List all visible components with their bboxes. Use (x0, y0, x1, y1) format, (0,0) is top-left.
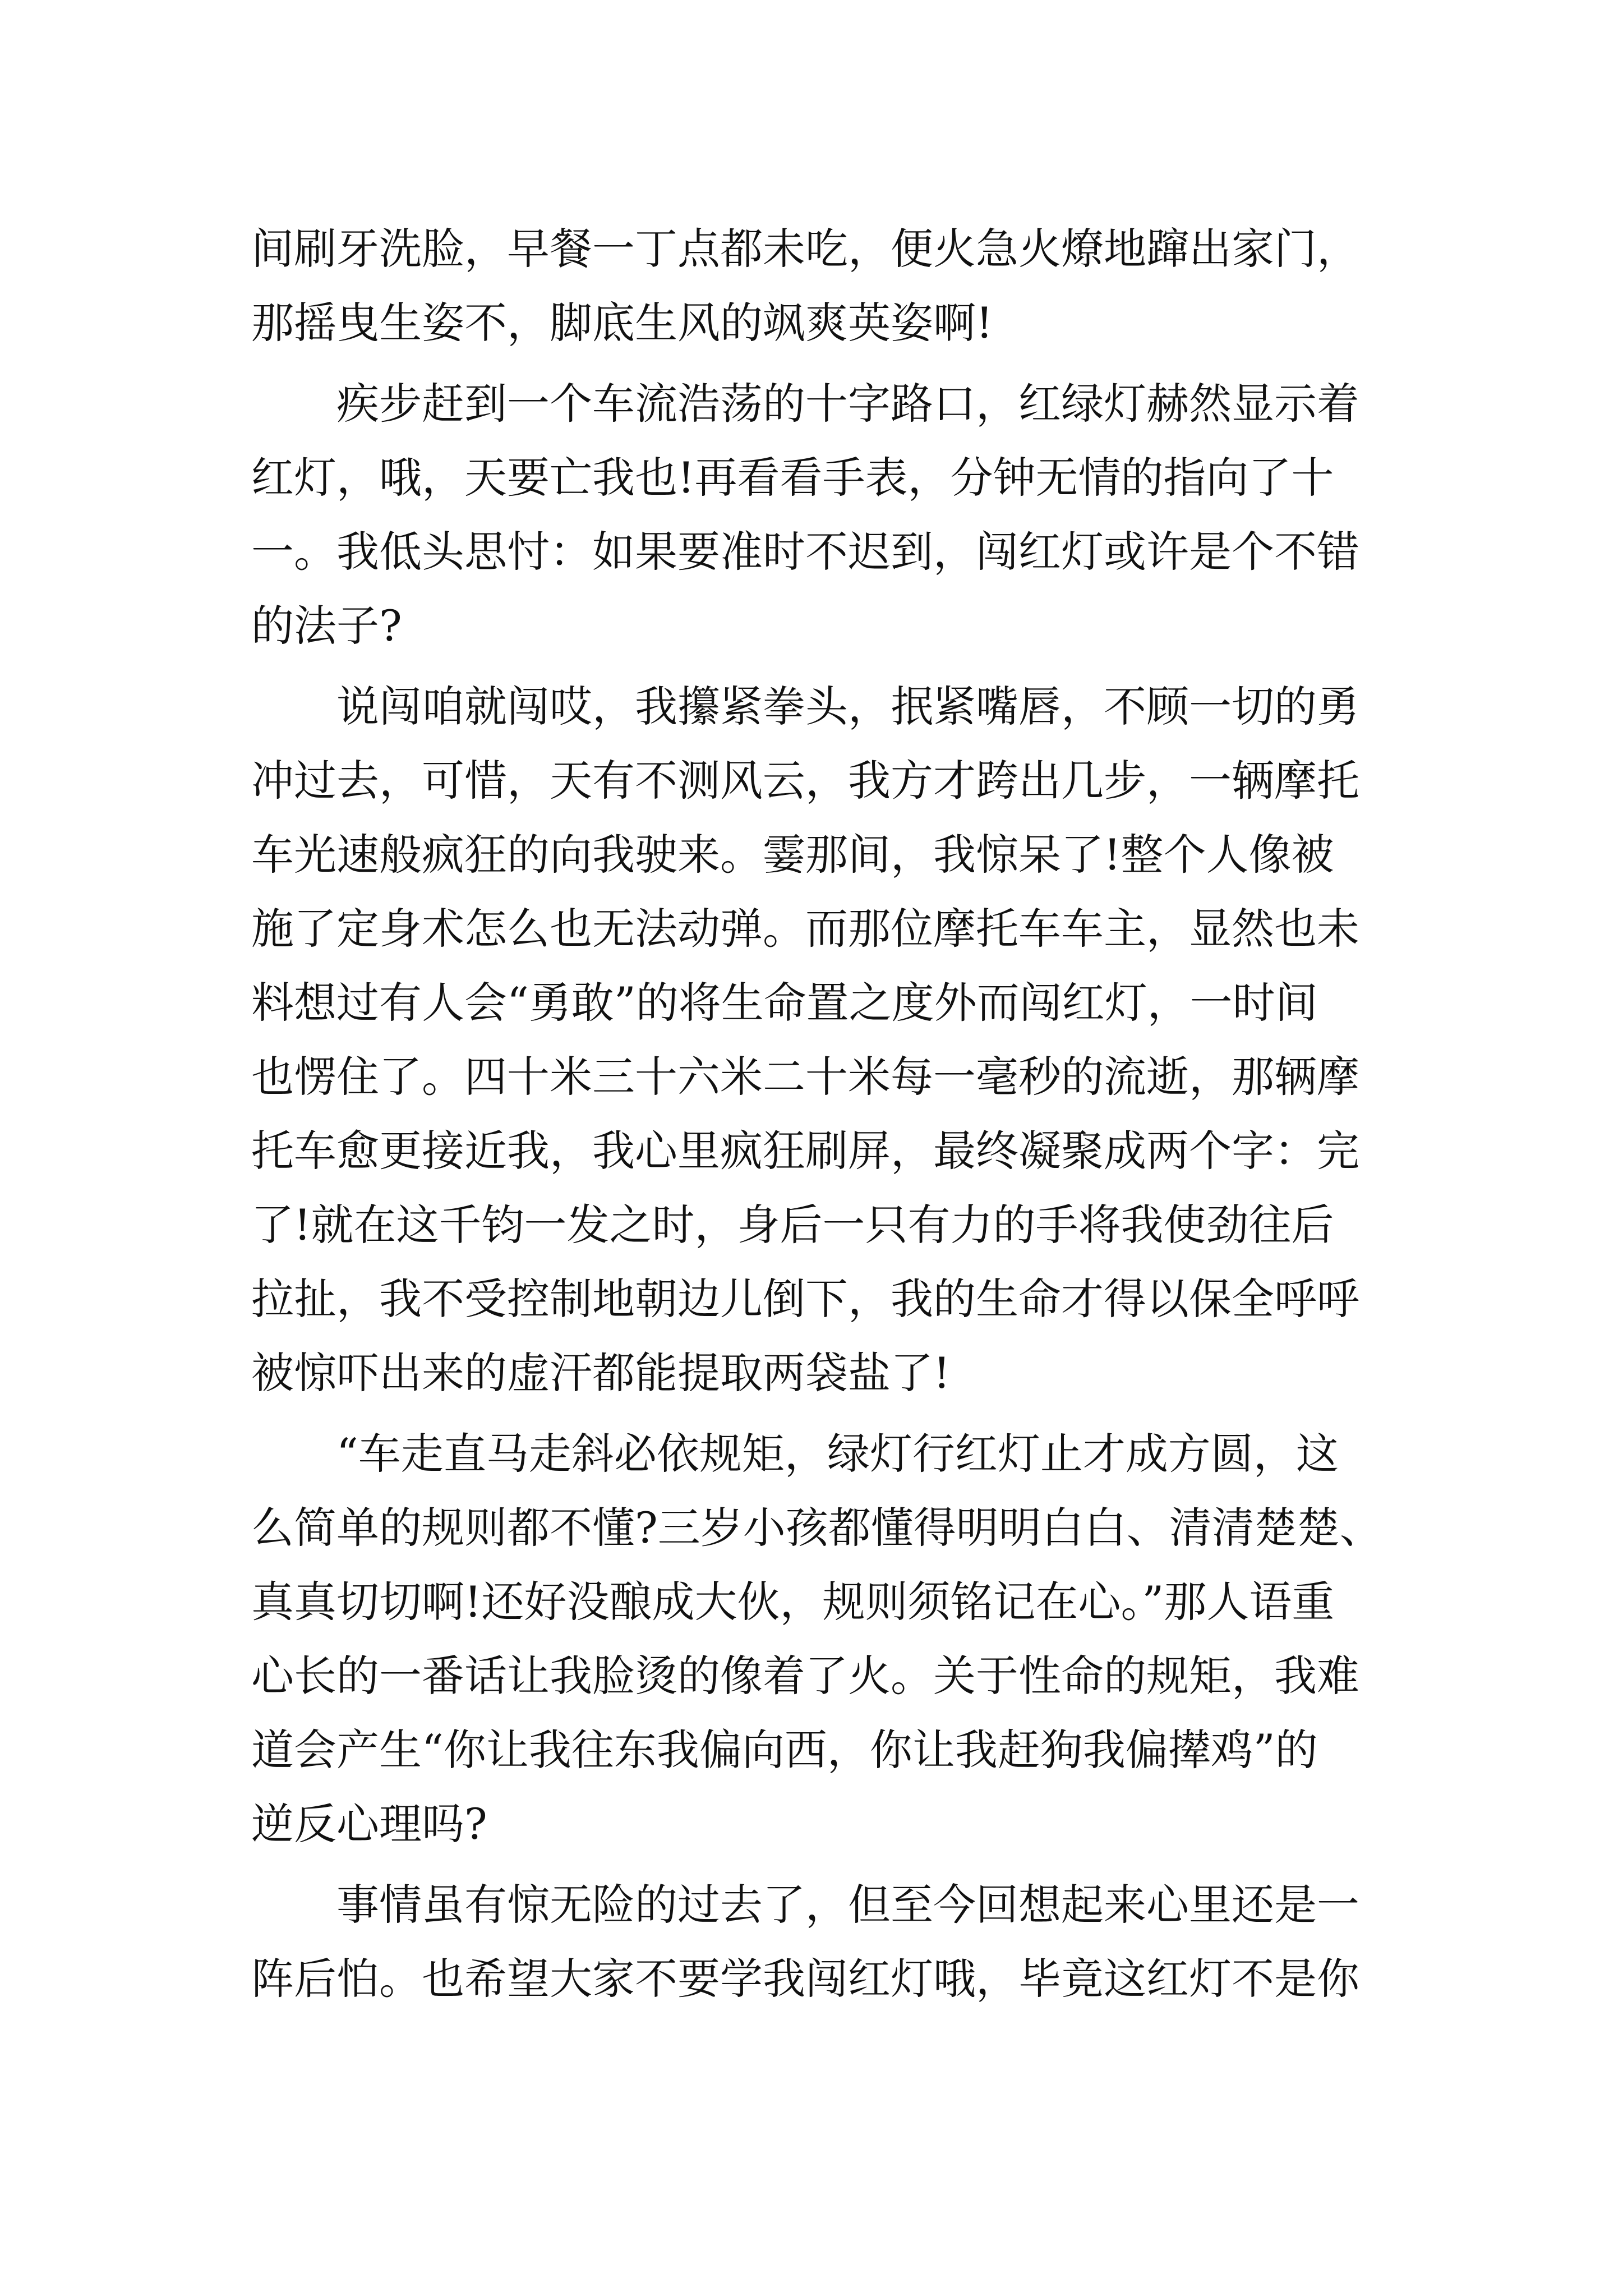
paragraph (251, 1868, 1378, 2016)
text-line: 心长的一番话让我脸烫的像着了火。关于性命的规矩，我难 (251, 1651, 1359, 1701)
text-line: 说闯咱就闯哎，我攥紧拳头，抿紧嘴唇，不顾一切的勇 (251, 682, 1359, 731)
text-line: 阵后怕。也希望大家不要学我闯红灯哦，毕竟这红灯不是你 (251, 1954, 1359, 2004)
text-line: 一。我低头思忖：如果要准时不迟到，闯红灯或许是个不错 (251, 527, 1359, 577)
text-line: “车走直马走斜必依规矩，绿灯行红灯止才成方圆，这 (251, 1429, 1339, 1479)
text-line: 道会产生“你让我往东我偏向西，你让我赶狗我偏撵鸡”的 (251, 1725, 1318, 1775)
paragraph (251, 367, 1378, 663)
paragraph (251, 1417, 1382, 1861)
text-line: 也愣住了。四十米三十六米二十米每一毫秒的流逝，那辆摩 (251, 1052, 1359, 1102)
text-line: 被惊吓出来的虚汗都能提取两袋盐了! (251, 1348, 951, 1398)
text-line: 冲过去，可惜，天有不测风云，我方才跨出几步，一辆摩托 (251, 756, 1359, 806)
text-line: 红灯，哦，天要亡我也!再看看手表，分钟无情的指向了十 (251, 453, 1334, 503)
text-line: 么简单的规则都不懂?三岁小孩都懂得明明白白、清清楚楚、 (251, 1503, 1382, 1553)
text-line: 那摇曳生姿不，脚底生风的飒爽英姿啊! (251, 298, 993, 348)
text-line: 间刷牙洗脸，早餐一丁点都未吃，便火急火燎地蹿出家门， (251, 224, 1359, 274)
text-line: 托车愈更接近我，我心里疯狂刷屏，最终凝聚成两个字：完 (251, 1126, 1359, 1176)
text-line: 拉扯，我不受控制地朝边儿倒下，我的生命才得以保全呼呼 (251, 1274, 1359, 1324)
text-line: 料想过有人会“勇敢”的将生命置之度外而闯红灯，一时间 (251, 978, 1318, 1028)
text-line: 施了定身术怎么也无法动弹。而那位摩托车车主，显然也未 (251, 904, 1359, 954)
text-line: 了!就在这千钧一发之时，身后一只有力的手将我使劲往后 (251, 1200, 1334, 1250)
text-line: 真真切切啊!还好没酿成大伙，规则须铭记在心。”那人语重 (251, 1577, 1335, 1627)
paragraph (251, 670, 1378, 1410)
text-line: 车光速般疯狂的向我驶来。霎那间，我惊呆了!整个人像被 (251, 830, 1334, 880)
text-line: 疾步赶到一个车流浩荡的十字路口，红绿灯赫然显示着 (251, 379, 1359, 429)
document-body (251, 212, 1382, 2016)
text-line: 事情虽有惊无险的过去了，但至今回想起来心里还是一 (251, 1880, 1359, 1930)
text-line: 的法子? (251, 601, 402, 651)
text-line: 逆反心理吗? (251, 1799, 487, 1849)
paragraph (251, 212, 1378, 360)
